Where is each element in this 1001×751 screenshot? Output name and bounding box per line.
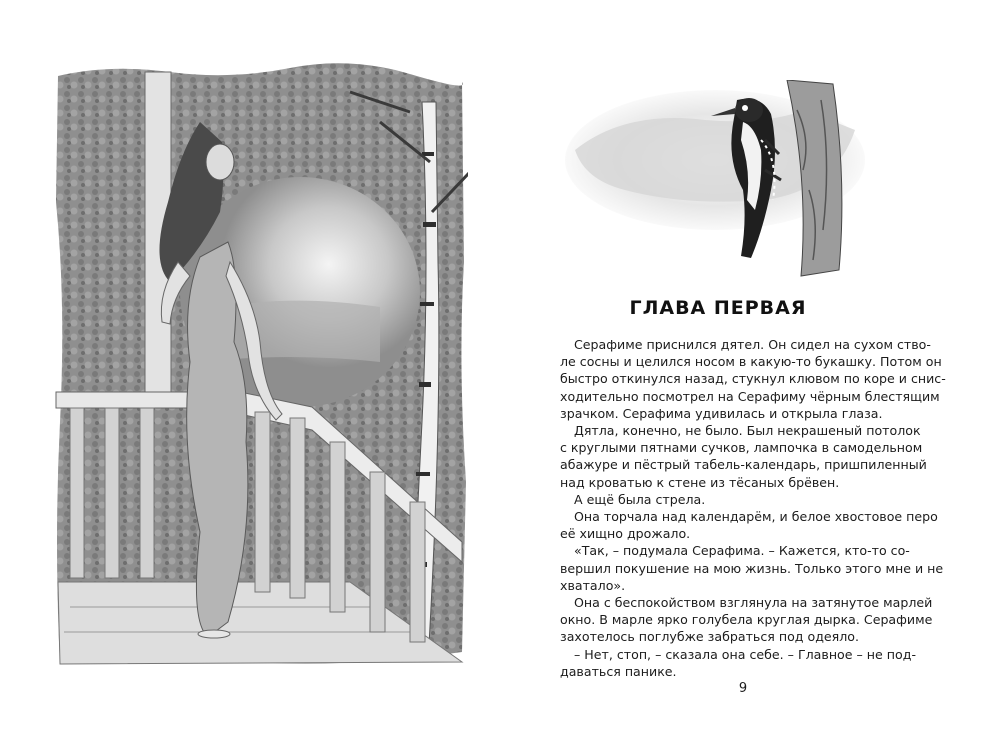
text-line: ходительно посмотрел на Серафиму чёрным блестящим	[560, 388, 940, 404]
text-line: над кроватью к стене из тёсаных брёвен.	[560, 474, 840, 490]
chapter-title: ГЛАВА ПЕРВАЯ	[629, 297, 807, 319]
text-line: – Нет, стоп, – сказала она себе. – Главное – не под-	[574, 646, 916, 662]
text-line: захотелось поглубже забраться под одеяло.	[560, 629, 859, 645]
woodpecker-vignette	[565, 80, 870, 280]
text-line: окно. В марле ярко голубела круглая дырка. Серафиме	[560, 612, 933, 628]
text-line: её хищно дрожало.	[560, 526, 691, 542]
story-text	[560, 336, 946, 680]
text-line: хватало».	[560, 577, 626, 593]
text-line: с круглыми пятнами сучков, лампочка в самодельном	[560, 440, 923, 456]
text-line: вершил покушение на мою жизнь. Только этого мне и не	[560, 560, 944, 576]
text-line: Она торчала над календарём, и белое хвостовое перо	[574, 509, 938, 525]
page-number: 9	[738, 681, 748, 696]
text-line: абажуре и пёстрый табель-календарь, пришпиленный	[560, 457, 927, 473]
text-line: А ещё была стрела.	[574, 491, 706, 507]
text-line: даваться панике.	[560, 663, 677, 679]
text-line: Она с беспокойством взглянула на затянутое марлей	[574, 595, 933, 611]
text-line: быстро откинулся назад, стукнул клювом по коре и снис-	[560, 371, 946, 387]
text-line: зрачком. Серафима удивилась и открыла глаза.	[560, 405, 883, 421]
text-line: «Так, – подумала Серафима. – Кажется, кто-то со-	[574, 543, 910, 559]
text-line: Серафиме приснился дятел. Он сидел на сухом ство-	[574, 337, 931, 352]
text-line: Дятла, конечно, не было. Был некрашеный потолок	[574, 423, 921, 439]
text-line: ле сосны и целился носом в какую-то букашку. Потом он	[560, 354, 942, 370]
girl-on-porch-illustration	[50, 62, 468, 674]
